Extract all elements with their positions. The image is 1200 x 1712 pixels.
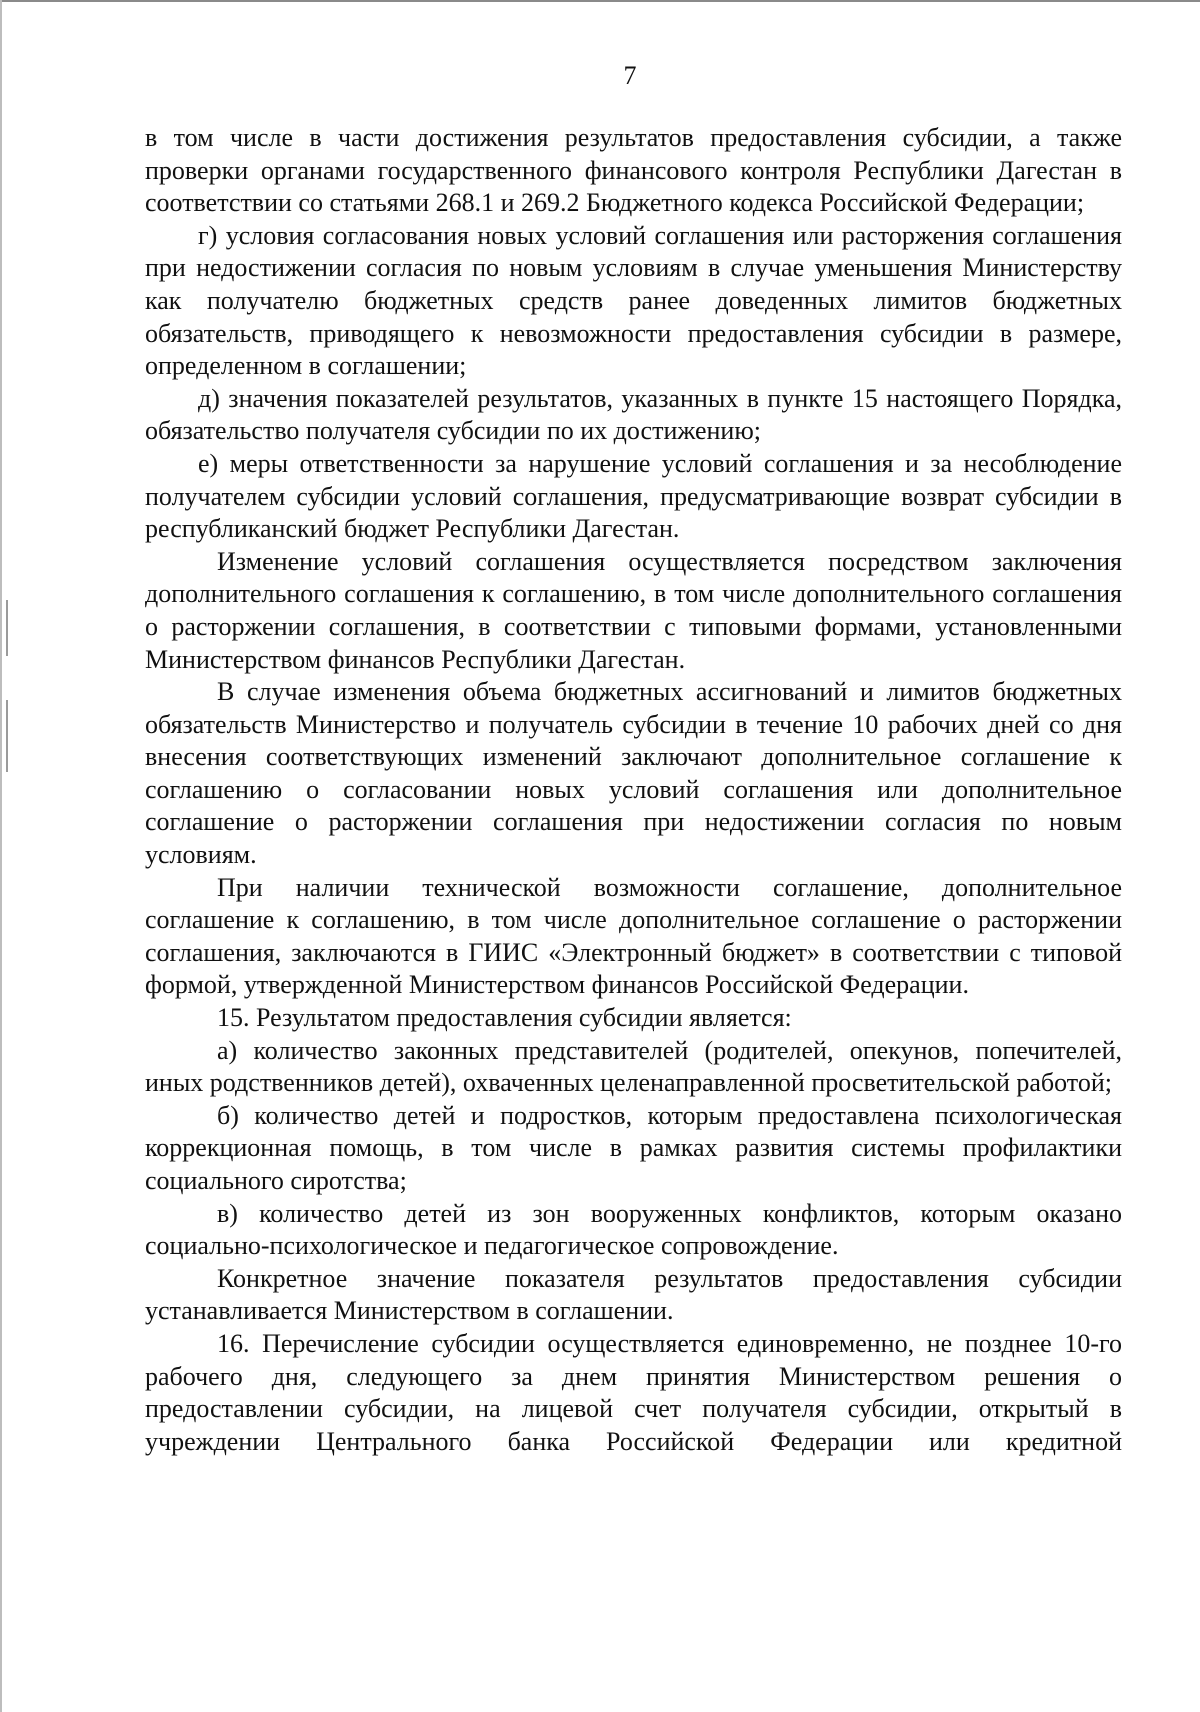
- paragraph-result-b: б) количество детей и подростков, которым предоставлена психологическая коррекционная помощь, в том числе в рамках развития системы профилактики социального сиротства;: [145, 1100, 1122, 1195]
- paragraph-item-d: д) значения показателей результатов, указанных в пункте 15 настоящего Порядка, обязательство получателя субсидии по их достижению;: [145, 383, 1122, 446]
- scan-top-edge: [0, 0, 1200, 2]
- paragraph-electronic-budget: При наличии технической возможности соглашение, дополнительное соглашение к соглашению, в том числе дополнительное соглашение о расторжении соглашения, заключаются в ГИИС «Электронный бюджет» в соответствии с типовой формой, утвержденной Министерством финансов Российской Федерации.: [145, 872, 1122, 1000]
- paragraph-item-g: г) условия согласования новых условий соглашения или расторжения соглашения при недостижении согласия по новым условиям в случае уменьшения Министерству как получателю бюджетных средств ранее доведенных лимитов бюджетных обязательств, приводящего к невозможности предоставления субсидии в размере, определенном в соглашении;: [145, 220, 1122, 381]
- paragraph-item-e: е) меры ответственности за нарушение условий соглашения и за несоблюдение получателем субсидии условий соглашения, предусматривающие возврат субсидии в республиканский бюджет Республики Дагестан.: [145, 448, 1122, 544]
- page-number: 7: [623, 61, 637, 90]
- paragraph-indicator-value: Конкретное значение показателя результатов предоставления субсидии устанавливается Министерством в соглашении.: [145, 1263, 1122, 1326]
- paragraph-item-16: 16. Перечисление субсидии осуществляется единовременно, не позднее 10-го рабочего дня, следующего за днем принятия Министерством решения о предоставлении субсидии, на лицевой счет получателя субсидии, открытый в учреждении Центрального банка Российской Федерации или кредитной: [145, 1328, 1122, 1456]
- scan-edge-mark: [6, 600, 8, 656]
- scan-edge-mark: [6, 700, 8, 772]
- document-body: [145, 122, 1122, 1458]
- paragraph-result-a: а) количество законных представителей (родителей, опекунов, попечителей, иных родственников детей), охваченных целенаправленной просветительской работой;: [145, 1035, 1122, 1098]
- paragraph-continuation: в том числе в части достижения результатов предоставления субсидии, а также проверки органами государственного финансового контроля Республики Дагестан в соответствии со статьями 268.1 и 269.2 Бюджетного кодекса Российской Федерации;: [145, 123, 1122, 218]
- paragraph-item-15: 15. Результатом предоставления субсидии является:: [217, 1003, 792, 1033]
- paragraph-budget-change: В случае изменения объема бюджетных ассигнований и лимитов бюджетных обязательств Министерство и получатель субсидии в течение 10 рабочих дней со дня внесения соответствующих изменений заключают дополнительное соглашение к соглашению о согласовании новых условий соглашения или дополнительное соглашение о расторжении соглашения при недостижении согласия по новым условиям.: [145, 677, 1122, 870]
- paragraph-result-v: в) количество детей из зон вооруженных конфликтов, которым оказано социально-психологическое и педагогическое сопровождение.: [145, 1198, 1122, 1261]
- paragraph-agreement-change: Изменение условий соглашения осуществляется посредством заключения дополнительного соглашения к соглашению, в том числе дополнительного соглашения о расторжении соглашения, в соответствии с типовыми формами, установленными Министерством финансов Республики Дагестан.: [145, 546, 1122, 674]
- scan-left-edge: [0, 0, 2, 1712]
